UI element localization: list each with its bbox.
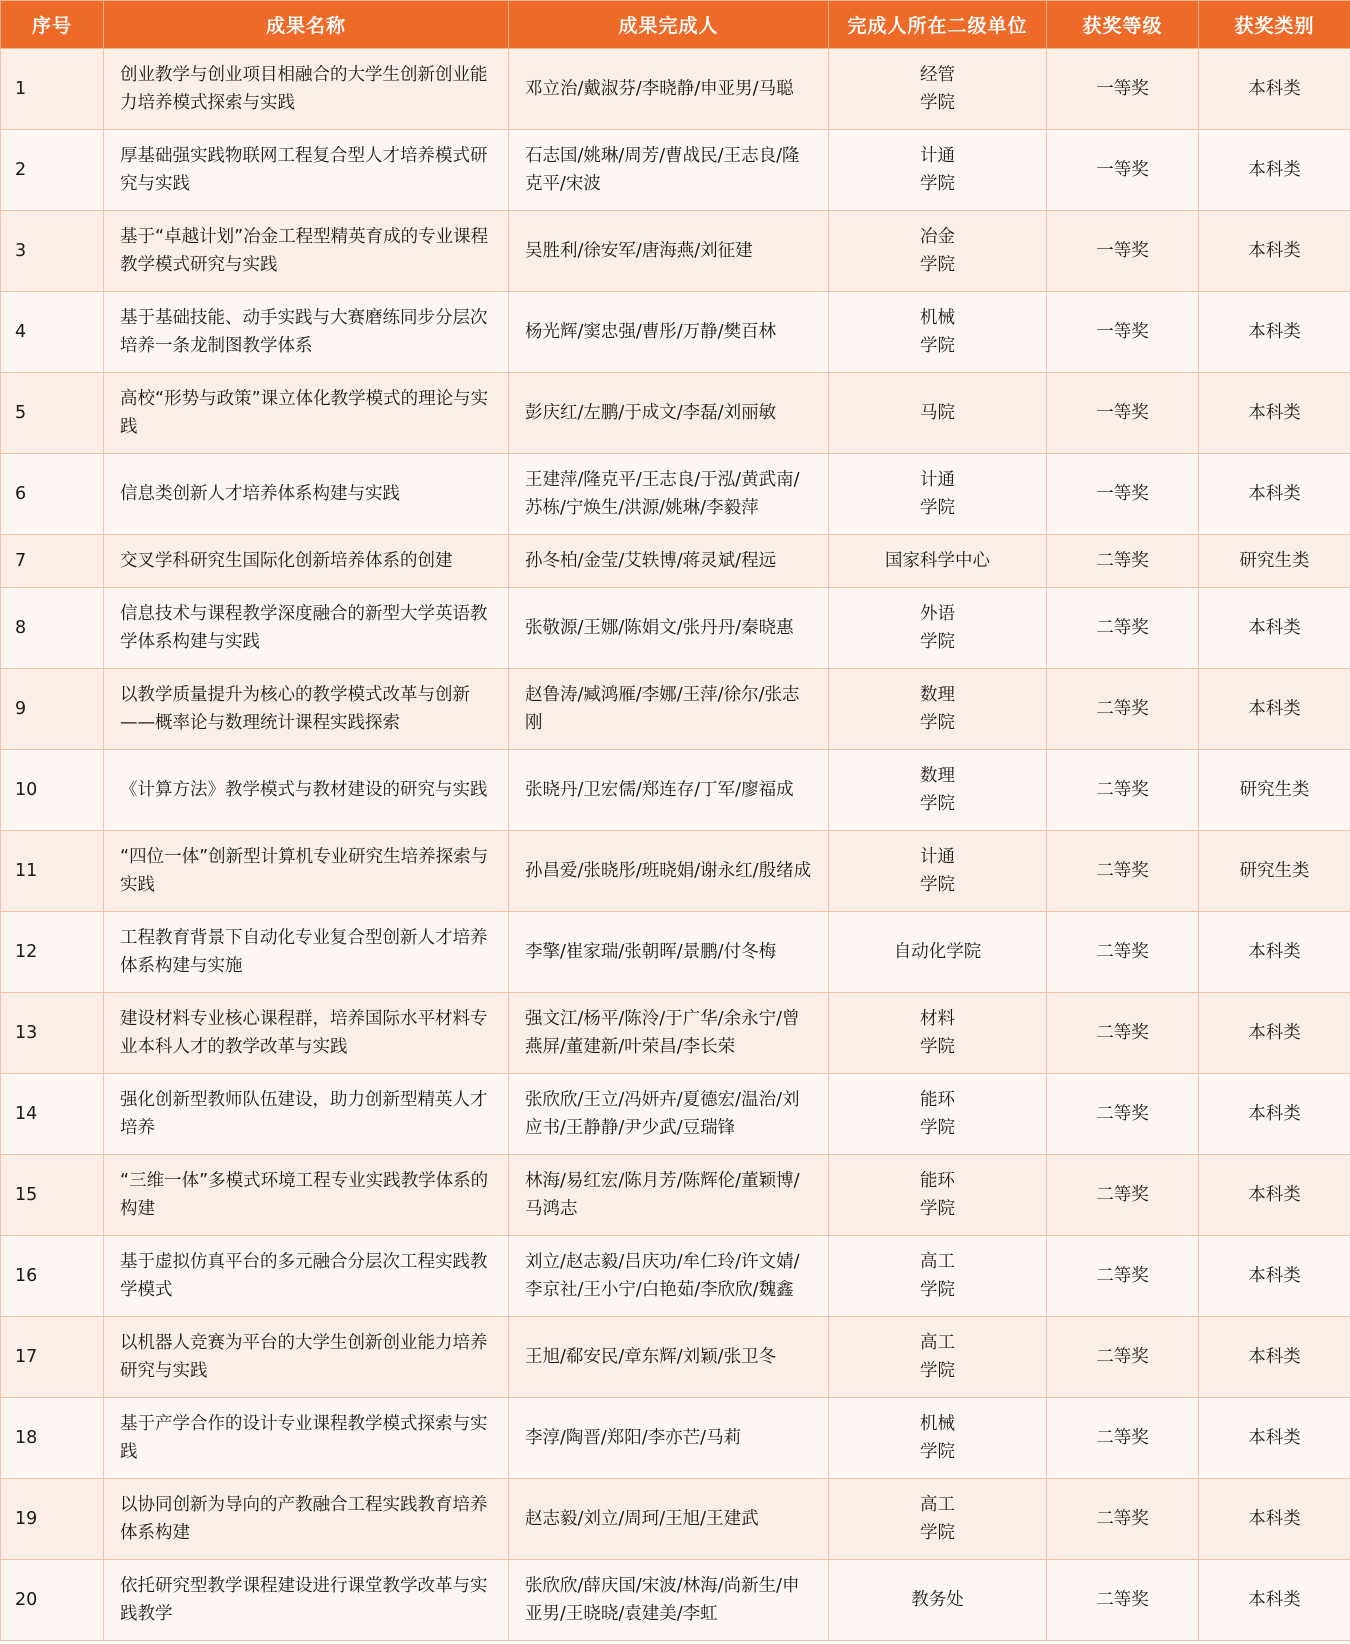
cell-award-category: 本科类 [1199,1155,1350,1236]
cell-award-level: 二等奖 [1047,669,1199,750]
table-header-row [1,1,1350,49]
unit-line: 学院 [920,1523,955,1543]
cell-award-category: 本科类 [1199,669,1350,750]
cell-index: 10 [1,750,104,831]
cell-title: “四位一体”创新型计算机专业研究生培养探索与实践 [104,831,509,912]
cell-index: 16 [1,1236,104,1317]
unit-line: 高工 [920,1495,955,1515]
cell-index: 11 [1,831,104,912]
cell-index: 6 [1,454,104,535]
cell-title: 厚基础强实践物联网工程复合型人才培养模式研究与实践 [104,130,509,211]
table-body [1,49,1350,1641]
cell-title: 交叉学科研究生国际化创新培养体系的创建 [104,535,509,588]
unit-line: 计通 [920,146,955,166]
unit-line: 学院 [920,498,955,518]
cell-title: 基于虚拟仿真平台的多元融合分层次工程实践教学模式 [104,1236,509,1317]
cell-award-category: 本科类 [1199,454,1350,535]
cell-award-level: 二等奖 [1047,1074,1199,1155]
cell-award-category: 本科类 [1199,993,1350,1074]
cell-people: 张欣欣/王立/冯妍卉/夏德宏/温治/刘应书/王静静/尹少武/豆瑞锋 [509,1074,829,1155]
table-row [1,912,1350,993]
unit-line: 冶金 [920,227,955,247]
cell-index: 9 [1,669,104,750]
cell-index: 5 [1,373,104,454]
unit-line: 学院 [920,1280,955,1300]
unit-line: 机械 [920,308,955,328]
cell-unit [829,750,1047,831]
cell-index: 19 [1,1479,104,1560]
cell-people: 林海/易红宏/陈月芳/陈辉伦/董颖博/马鸿志 [509,1155,829,1236]
cell-title: 以协同创新为导向的产教融合工程实践教育培养体系构建 [104,1479,509,1560]
cell-award-category: 研究生类 [1199,535,1350,588]
table-row [1,373,1350,454]
unit-line: 机械 [920,1414,955,1434]
table-row [1,1236,1350,1317]
cell-people: 李淳/陶晋/郑阳/李亦芒/马莉 [509,1398,829,1479]
cell-title: 高校“形势与政策”课立体化教学模式的理论与实践 [104,373,509,454]
cell-award-category: 本科类 [1199,373,1350,454]
column-header-people: 成果完成人 [509,1,829,49]
cell-award-level: 二等奖 [1047,1560,1199,1641]
cell-award-level: 二等奖 [1047,912,1199,993]
cell-people: 刘立/赵志毅/吕庆功/牟仁玲/许文婧/李京社/王小宁/白艳茹/李欣欣/魏鑫 [509,1236,829,1317]
cell-title: 工程教育背景下自动化专业复合型创新人才培养体系构建与实施 [104,912,509,993]
unit-line: 马院 [920,403,955,423]
unit-line: 学院 [920,875,955,895]
cell-index: 17 [1,1317,104,1398]
table-row [1,1155,1350,1236]
cell-index: 15 [1,1155,104,1236]
unit-line: 学院 [920,255,955,275]
unit-line: 高工 [920,1252,955,1272]
cell-people: 强文江/杨平/陈泠/于广华/余永宁/曾燕屏/董建新/叶荣昌/李长荣 [509,993,829,1074]
unit-line: 高工 [920,1333,955,1353]
cell-award-level: 二等奖 [1047,1317,1199,1398]
unit-line: 计通 [920,847,955,867]
cell-people: 邓立治/戴淑芬/李晓静/申亚男/马聪 [509,49,829,130]
cell-award-category: 本科类 [1199,1560,1350,1641]
cell-award-level: 二等奖 [1047,831,1199,912]
table-row [1,669,1350,750]
cell-unit [829,1074,1047,1155]
table-row [1,535,1350,588]
cell-award-category: 研究生类 [1199,750,1350,831]
table-row [1,211,1350,292]
cell-unit [829,49,1047,130]
cell-award-category: 本科类 [1199,1479,1350,1560]
cell-award-level: 二等奖 [1047,1479,1199,1560]
cell-people: 赵鲁涛/臧鸿雁/李娜/王萍/徐尔/张志刚 [509,669,829,750]
unit-line: 国家科学中心 [885,551,990,571]
cell-title: “三维一体”多模式环境工程专业实践教学体系的构建 [104,1155,509,1236]
cell-index: 13 [1,993,104,1074]
unit-line: 经管 [920,65,955,85]
cell-people: 李擎/崔家瑞/张朝晖/景鹏/付冬梅 [509,912,829,993]
cell-people: 王建萍/隆克平/王志良/于泓/黄武南/苏栋/宁焕生/洪源/姚琳/李毅萍 [509,454,829,535]
cell-title: 基于产学合作的设计专业课程教学模式探索与实践 [104,1398,509,1479]
unit-line: 能环 [920,1171,955,1191]
unit-line: 学院 [920,1037,955,1057]
cell-award-level: 一等奖 [1047,130,1199,211]
cell-unit [829,588,1047,669]
cell-people: 张敬源/王娜/陈娟文/张丹丹/秦晓惠 [509,588,829,669]
cell-unit [829,211,1047,292]
unit-line: 外语 [920,604,955,624]
cell-award-category: 本科类 [1199,1236,1350,1317]
cell-award-level: 一等奖 [1047,211,1199,292]
cell-unit [829,1155,1047,1236]
cell-unit [829,1317,1047,1398]
cell-unit [829,535,1047,588]
cell-people: 彭庆红/左鹏/于成文/李磊/刘丽敏 [509,373,829,454]
cell-award-category: 本科类 [1199,1074,1350,1155]
cell-unit [829,1236,1047,1317]
cell-people: 孙昌爱/张晓彤/班晓娟/谢永红/殷绪成 [509,831,829,912]
cell-unit [829,292,1047,373]
cell-title: 以教学质量提升为核心的教学模式改革与创新——概率论与数理统计课程实践探索 [104,669,509,750]
unit-line: 计通 [920,470,955,490]
cell-title: 以机器人竞赛为平台的大学生创新创业能力培养研究与实践 [104,1317,509,1398]
column-header-level: 获奖等级 [1047,1,1199,49]
table-row [1,1074,1350,1155]
cell-unit [829,130,1047,211]
cell-unit [829,373,1047,454]
cell-award-category: 研究生类 [1199,831,1350,912]
unit-line: 学院 [920,174,955,194]
cell-award-level: 一等奖 [1047,454,1199,535]
cell-award-category: 本科类 [1199,49,1350,130]
cell-index: 2 [1,130,104,211]
cell-unit [829,831,1047,912]
unit-line: 教务处 [911,1590,964,1610]
table-row [1,454,1350,535]
unit-line: 能环 [920,1090,955,1110]
cell-title: 基于基础技能、动手实践与大赛磨练同步分层次培养一条龙制图教学体系 [104,292,509,373]
unit-line: 材料 [920,1009,955,1029]
unit-line: 学院 [920,1118,955,1138]
table-header [1,1,1350,49]
cell-unit [829,669,1047,750]
cell-unit [829,912,1047,993]
cell-index: 8 [1,588,104,669]
cell-award-category: 本科类 [1199,1398,1350,1479]
unit-line: 学院 [920,1361,955,1381]
cell-unit [829,1479,1047,1560]
cell-index: 20 [1,1560,104,1641]
unit-line: 自动化学院 [893,942,982,962]
table-row [1,1317,1350,1398]
unit-line: 学院 [920,1199,955,1219]
cell-award-level: 一等奖 [1047,292,1199,373]
table-row [1,588,1350,669]
column-header-unit: 完成人所在二级单位 [829,1,1047,49]
unit-line: 数理 [920,685,955,705]
cell-index: 14 [1,1074,104,1155]
table-row [1,993,1350,1074]
cell-title: 基于“卓越计划”冶金工程型精英育成的专业课程教学模式研究与实践 [104,211,509,292]
cell-title: 《计算方法》教学模式与教材建设的研究与实践 [104,750,509,831]
unit-line: 学院 [920,632,955,652]
cell-award-category: 本科类 [1199,588,1350,669]
unit-line: 学院 [920,713,955,733]
cell-award-level: 二等奖 [1047,1155,1199,1236]
cell-people: 吴胜利/徐安军/唐海燕/刘征建 [509,211,829,292]
unit-line: 学院 [920,336,955,356]
table-row [1,750,1350,831]
cell-index: 4 [1,292,104,373]
cell-title: 依托研究型教学课程建设进行课堂教学改革与实践教学 [104,1560,509,1641]
table-row [1,130,1350,211]
cell-unit [829,1398,1047,1479]
cell-award-category: 本科类 [1199,292,1350,373]
cell-index: 7 [1,535,104,588]
cell-award-level: 二等奖 [1047,588,1199,669]
cell-index: 3 [1,211,104,292]
cell-award-level: 二等奖 [1047,993,1199,1074]
cell-award-category: 本科类 [1199,211,1350,292]
cell-people: 赵志毅/刘立/周珂/王旭/王建武 [509,1479,829,1560]
cell-award-level: 一等奖 [1047,49,1199,130]
cell-award-level: 一等奖 [1047,373,1199,454]
cell-award-category: 本科类 [1199,912,1350,993]
cell-award-level: 二等奖 [1047,1236,1199,1317]
column-header-index: 序号 [1,1,104,49]
table-row [1,831,1350,912]
cell-award-category: 本科类 [1199,1317,1350,1398]
table-row [1,1560,1350,1641]
cell-people: 孙冬柏/金莹/艾轶博/蒋灵斌/程远 [509,535,829,588]
table-row [1,1398,1350,1479]
cell-title: 信息技术与课程教学深度融合的新型大学英语教学体系构建与实践 [104,588,509,669]
cell-award-level: 二等奖 [1047,535,1199,588]
table-row [1,49,1350,130]
cell-award-level: 二等奖 [1047,1398,1199,1479]
unit-line: 学院 [920,93,955,113]
cell-title: 强化创新型教师队伍建设，助力创新型精英人才培养 [104,1074,509,1155]
unit-line: 数理 [920,766,955,786]
unit-line: 学院 [920,1442,955,1462]
table-row [1,292,1350,373]
unit-line: 学院 [920,794,955,814]
column-header-title: 成果名称 [104,1,509,49]
cell-people: 张欣欣/薛庆国/宋波/林海/尚新生/申亚男/王晓晓/袁建美/李虹 [509,1560,829,1641]
cell-unit [829,1560,1047,1641]
cell-index: 12 [1,912,104,993]
cell-title: 创业教学与创业项目相融合的大学生创新创业能力培养模式探索与实践 [104,49,509,130]
cell-award-level: 二等奖 [1047,750,1199,831]
cell-unit [829,993,1047,1074]
cell-index: 1 [1,49,104,130]
cell-people: 张晓丹/卫宏儒/郑连存/丁军/廖福成 [509,750,829,831]
cell-title: 信息类创新人才培养体系构建与实践 [104,454,509,535]
cell-title: 建设材料专业核心课程群，培养国际水平材料专业本科人才的教学改革与实践 [104,993,509,1074]
cell-award-category: 本科类 [1199,130,1350,211]
cell-people: 王旭/郗安民/章东辉/刘颖/张卫冬 [509,1317,829,1398]
cell-index: 18 [1,1398,104,1479]
column-header-category: 获奖类别 [1199,1,1350,49]
table-row [1,1479,1350,1560]
cell-people: 石志国/姚琳/周芳/曹战民/王志良/隆克平/宋波 [509,130,829,211]
cell-unit [829,454,1047,535]
cell-people: 杨光辉/窦忠强/曹彤/万静/樊百林 [509,292,829,373]
